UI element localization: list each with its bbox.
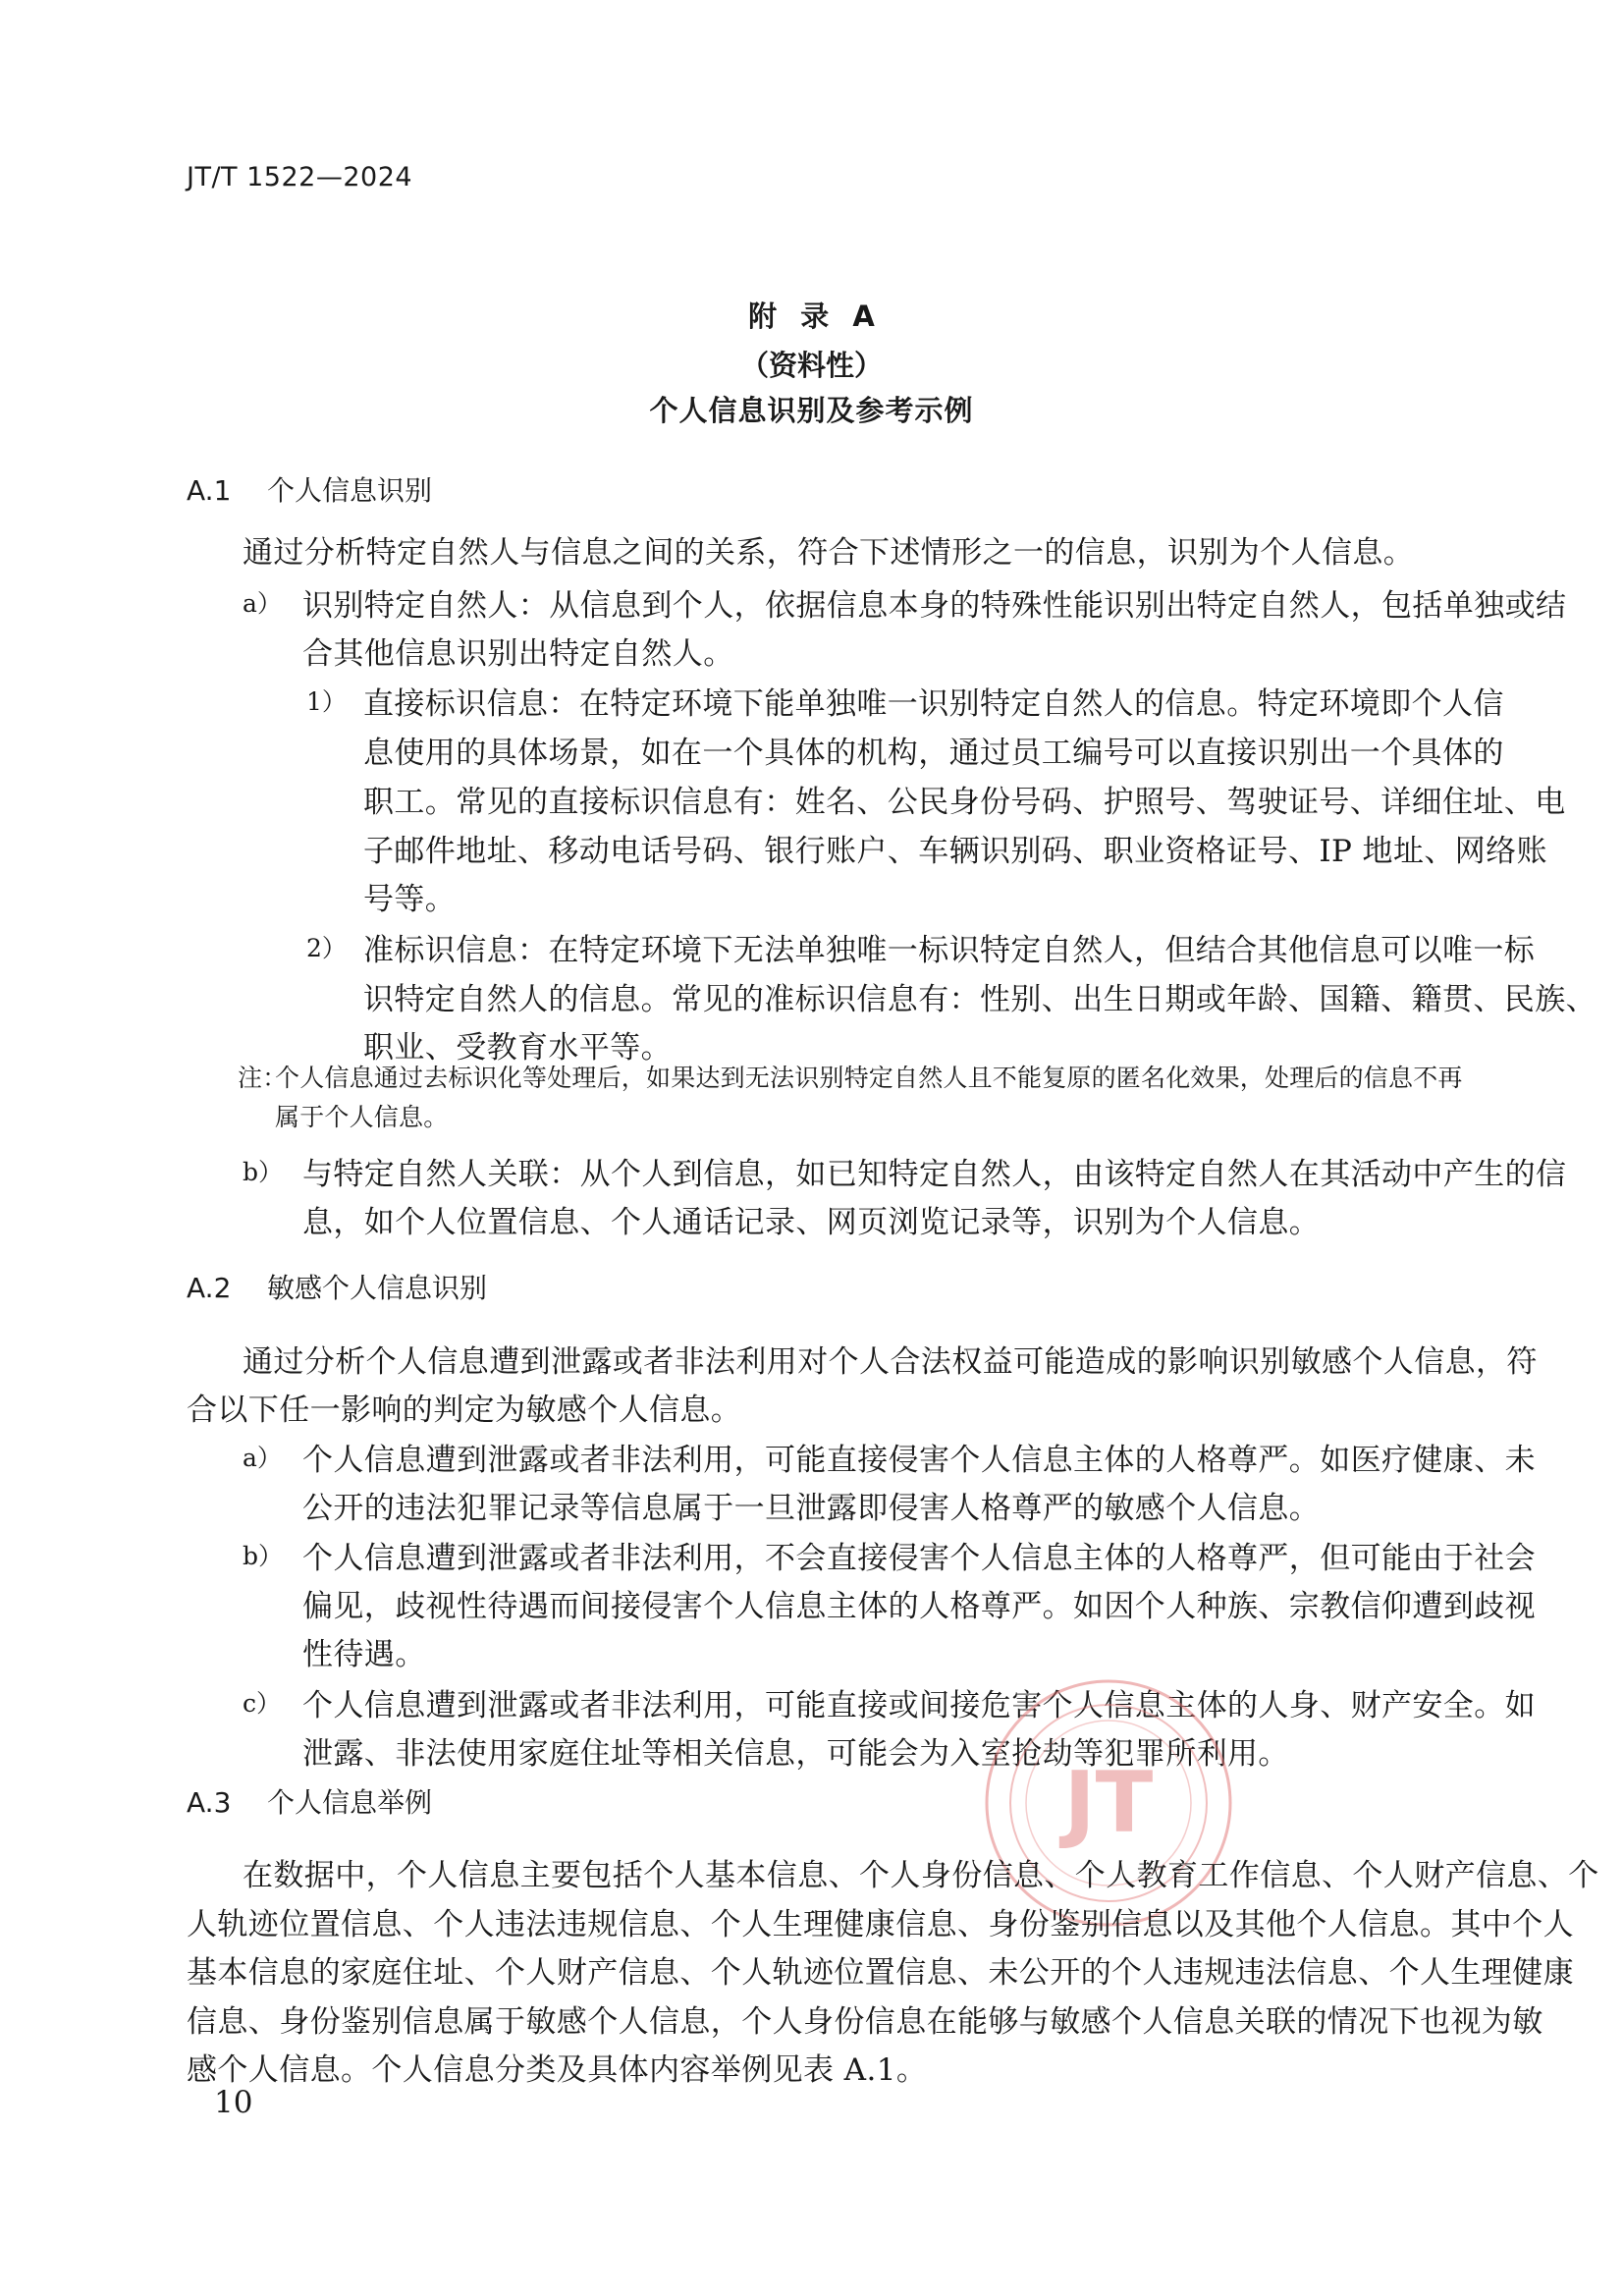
list-marker: c）	[243, 1689, 282, 1718]
paragraph-line: 在数据中，个人信息主要包括个人基本信息、个人身份信息、个人教育工作信息、个人财产信息、个	[243, 1858, 1599, 1893]
section-title: 敏感个人信息识别	[267, 1272, 488, 1304]
section-title: 个人信息举例	[267, 1786, 433, 1819]
list-item-line: 直接标识信息：在特定环境下能单独唯一识别特定自然人的信息。特定环境即个人信	[363, 686, 1504, 722]
appendix-title: 附 录 A	[748, 300, 875, 333]
list-item-line: 公开的违法犯罪记录等信息属于一旦泄露即侵害人格尊严的敏感个人信息。	[302, 1491, 1321, 1526]
note-line: 个人信息通过去标识化等处理后，如果达到无法识别特定自然人且不能复原的匿名化效果，处理后的信息不再	[275, 1064, 1463, 1092]
section-number: A.2	[187, 1272, 232, 1304]
paragraph-line: 感个人信息。个人信息分类及具体内容举例见表 A.1。	[187, 2052, 928, 2088]
note-line: 属于个人信息。	[275, 1103, 449, 1131]
list-item-line: 职业、受教育水平等。	[363, 1030, 672, 1066]
section-heading-a3	[187, 1781, 432, 1821]
seal-text: JT	[1063, 1754, 1154, 1852]
appendix-name: 个人信息识别及参考示例	[649, 394, 974, 427]
section-heading-a1	[187, 469, 432, 509]
list-marker: 2）	[306, 934, 347, 962]
list-item-line: 识别特定自然人：从信息到个人，依据信息本身的特殊性能识别出特定自然人，包括单独或结	[302, 588, 1567, 624]
paragraph-line: 合以下任一影响的判定为敏感个人信息。	[187, 1393, 742, 1428]
appendix-nature: （资料性）	[739, 349, 883, 382]
list-item-line: 泄露、非法使用家庭住址等相关信息，可能会为入室抢劫等犯罪所利用。	[302, 1736, 1289, 1772]
paragraph-line: 基本信息的家庭住址、个人财产信息、个人轨迹位置信息、未公开的个人违规违法信息、个人生理健康	[187, 1955, 1574, 1991]
page-number: 10	[214, 2085, 253, 2120]
list-item-line: 个人信息遭到泄露或者非法利用，不会直接侵害个人信息主体的人格尊严，但可能由于社会	[302, 1541, 1536, 1576]
document-code: JT/T 1522—2024	[187, 162, 413, 192]
paragraph-line: 人轨迹位置信息、个人违法违规信息、个人生理健康信息、身份鉴别信息以及其他个人信息。其中个人	[187, 1907, 1574, 1942]
section-number: A.3	[187, 1786, 232, 1819]
list-item-line: 号等。	[363, 882, 457, 917]
section-number: A.1	[187, 474, 232, 507]
paragraph-line: 通过分析特定自然人与信息之间的关系，符合下述情形之一的信息，识别为个人信息。	[243, 535, 1415, 571]
list-item-line: 合其他信息识别出特定自然人。	[302, 636, 734, 672]
note-label: 注：	[238, 1064, 288, 1092]
list-item-line: 与特定自然人关联：从个人到信息，如已知特定自然人，由该特定自然人在其活动中产生的信	[302, 1157, 1567, 1192]
paragraph-line: 通过分析个人信息遭到泄露或者非法利用对个人合法权益可能造成的影响识别敏感个人信息，符	[243, 1344, 1538, 1380]
paragraph-line: 信息、身份鉴别信息属于敏感个人信息，个人身份信息在能够与敏感个人信息关联的情况下也视为敏	[187, 2004, 1543, 2040]
list-item-line: 息使用的具体场景，如在一个具体的机构，通过员工编号可以直接识别出一个具体的	[363, 736, 1504, 771]
list-item-line: 性待遇。	[302, 1637, 426, 1672]
list-marker: 1）	[306, 687, 347, 716]
list-marker: a）	[243, 1444, 282, 1472]
section-heading-a2	[187, 1267, 487, 1306]
list-marker: b）	[243, 1542, 284, 1570]
section-title: 个人信息识别	[267, 474, 433, 507]
list-item-line: 息，如个人位置信息、个人通话记录、网页浏览记录等，识别为个人信息。	[302, 1205, 1321, 1240]
list-item-line: 准标识信息：在特定环境下无法单独唯一标识特定自然人，但结合其他信息可以唯一标	[363, 933, 1536, 968]
list-item-line: 识特定自然人的信息。常见的准标识信息有：性别、出生日期或年龄、国籍、籍贯、民族、	[363, 982, 1596, 1017]
list-item-line: 个人信息遭到泄露或者非法利用，可能直接侵害个人信息主体的人格尊严。如医疗健康、未	[302, 1443, 1536, 1478]
list-item-line: 偏见，歧视性待遇而间接侵害个人信息主体的人格尊严。如因个人种族、宗教信仰遭到歧视	[302, 1589, 1536, 1624]
list-marker: b）	[243, 1158, 284, 1186]
list-item-line: 职工。常见的直接标识信息有：姓名、公民身份号码、护照号、驾驶证号、详细住址、电	[363, 785, 1566, 820]
list-marker: a）	[243, 589, 282, 618]
list-item-line: 个人信息遭到泄露或者非法利用，可能直接或间接危害个人信息主体的人身、财产安全。如	[302, 1688, 1536, 1723]
list-item-line: 子邮件地址、移动电话号码、银行账户、车辆识别码、职业资格证号、IP 地址、网络账	[363, 834, 1547, 869]
